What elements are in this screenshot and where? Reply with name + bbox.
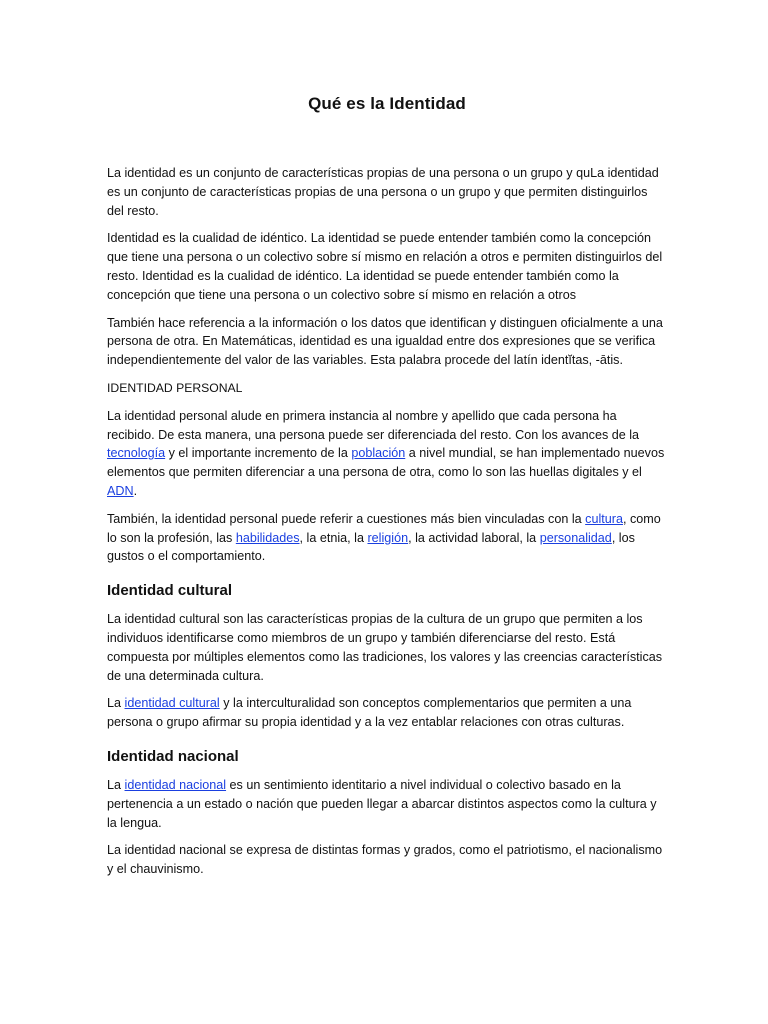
nacional-paragraph-1	[107, 776, 667, 832]
personal-paragraph-1	[107, 407, 667, 501]
link-tecnologia[interactable]: tecnología	[107, 446, 166, 461]
text-segment: , la etnia, la	[299, 530, 368, 545]
nacional-paragraph-2: La identidad nacional se expresa de distintas formas y grados, como el patriotismo, el nacionalismo y el chauvinismo.	[107, 843, 663, 877]
section-heading-nacional: Identidad nacional	[107, 747, 239, 765]
text-segment: y el importante incremento de la	[165, 446, 352, 461]
text-segment: a nivel mundial, se han implementado nuevos elementos que permiten diferenciar a una persona de otra, como lo son las huellas digitales y el	[107, 446, 665, 480]
document-title: Qué es la Identidad	[308, 94, 466, 113]
cultural-paragraph-1: La identidad cultural son las características propias de la cultura de un grupo que permiten a los individuos identificarse como miembros de un grupo y también diferenciarse del resto. Está compuesta por múltiples elementos como las tradiciones, los valores y las creencias características de una determinada cultura.	[107, 612, 663, 683]
link-poblacion[interactable]: población	[351, 446, 406, 461]
link-cultura[interactable]: cultura	[585, 511, 623, 526]
text-segment: .	[133, 483, 138, 498]
text-segment: También, la identidad personal puede referir a cuestiones más bien vinculadas con la	[107, 511, 586, 526]
link-identidad-nacional[interactable]: identidad nacional	[124, 777, 227, 792]
link-identidad-cultural[interactable]: identidad cultural	[124, 696, 220, 711]
link-habilidades[interactable]: habilidades	[235, 530, 300, 545]
intro-paragraph-3: También hace referencia a la información o los datos que identifican y distinguen oficialmente a una persona de otra. En Matemáticas, identidad es una igualdad entre dos expresiones que se verifica independientemente del valor de las variables. Esta palabra procede del latín identĭtas, -ātis.	[107, 315, 663, 368]
section-heading-cultural: Identidad cultural	[107, 582, 233, 600]
text-segment: , los gustos o el comportamiento.	[107, 530, 635, 564]
intro-paragraph-2: Identidad es la cualidad de idéntico. La identidad se puede entender también como la concepción que tiene una persona o un colectivo sobre sí mismo en relación a otros e permiten distinguirlos del resto. Identidad es la cualidad de idéntico. La identidad se puede entender también como la concepción que tiene una persona o un colectivo sobre sí mismo en relación a otros	[107, 231, 663, 302]
text-segment: y la interculturalidad son conceptos complementarios que permiten a una persona o grupo afirmar su propia identidad y a la vez entablar relaciones con otras culturas.	[107, 696, 632, 730]
intro-paragraph-1: La identidad es un conjunto de características propias de una persona o un grupo y quLa identidad es un conjunto de características propias de una persona o un grupo y que permiten distinguirlos del resto.	[107, 166, 659, 218]
section-heading-personal: IDENTIDAD PERSONAL	[107, 380, 243, 395]
personal-paragraph-2	[107, 510, 667, 566]
link-adn[interactable]: ADN	[107, 483, 134, 498]
text-segment: , como lo son la profesión, las	[107, 511, 661, 545]
document-body	[107, 92, 667, 888]
link-personalidad[interactable]: personalidad	[539, 530, 612, 545]
text-segment: La identidad personal alude en primera instancia al nombre y apellido que cada persona ha recibido. De esta manera, una persona puede ser diferenciada del resto. Con los avances de la	[107, 408, 640, 442]
text-segment: es un sentimiento identitario a nivel individual o colectivo basado en la pertenencia a un estado o nación que pueden llegar a abarcar distintos aspectos como la cultura y la lengua.	[107, 777, 657, 830]
link-religion[interactable]: religión	[367, 530, 409, 545]
cultural-paragraph-2	[107, 694, 667, 732]
text-segment: La	[107, 696, 125, 711]
text-segment: La	[107, 777, 125, 792]
text-segment: , la actividad laboral, la	[408, 530, 540, 545]
